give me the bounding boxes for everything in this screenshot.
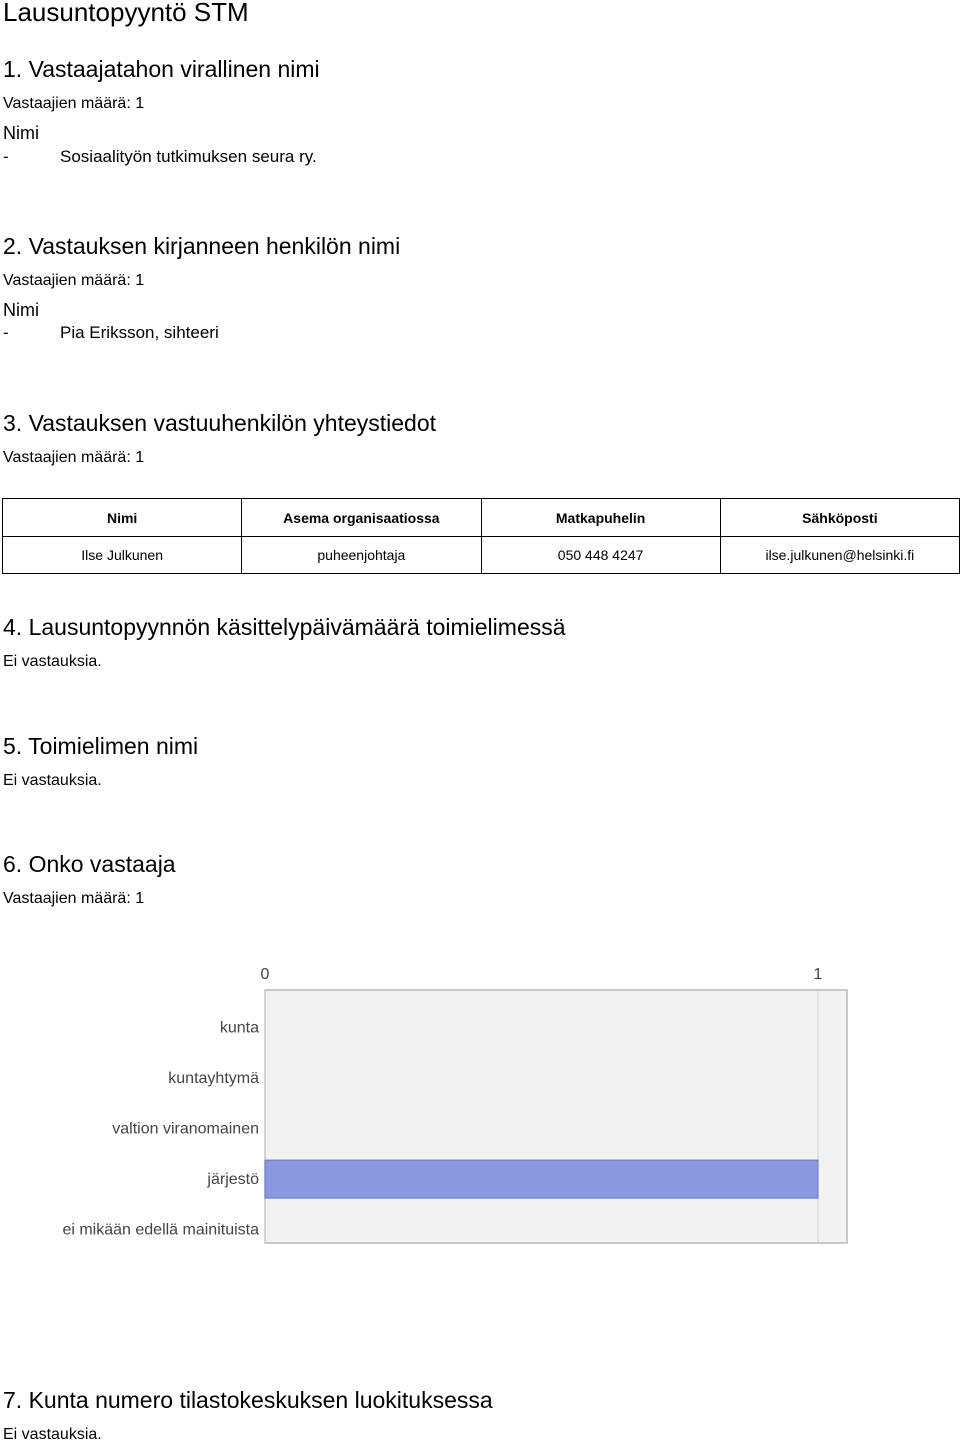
question-4-no-answers: Ei vastauksia. xyxy=(3,653,102,670)
chart-x-tick-label: 0 xyxy=(260,966,270,983)
question-4-title: 4. Lausuntopyynnön käsittelypäivämäärä toimielimessä xyxy=(3,614,566,640)
respondent-type-bar-chart xyxy=(0,955,960,1255)
table-header: Asema organisaatiossa xyxy=(242,499,481,537)
question-7-no-answers: Ei vastauksia. xyxy=(3,1426,102,1443)
chart-category-label: valtion viranomainen xyxy=(112,1120,259,1138)
chart-category-label: järjestö xyxy=(207,1171,259,1189)
table-header: Sähköposti xyxy=(720,499,959,537)
question-3-respondent-count: Vastaajien määrä: 1 xyxy=(3,449,145,466)
question-1-title: 1. Vastaajatahon virallinen nimi xyxy=(3,56,320,82)
list-dash: - xyxy=(3,147,9,166)
table-header: Nimi xyxy=(3,499,242,537)
table-cell-phone: 050 448 4247 xyxy=(481,537,720,574)
contact-table xyxy=(2,498,960,574)
table-header: Matkapuhelin xyxy=(481,499,720,537)
table-cell-name: Ilse Julkunen xyxy=(3,537,242,574)
chart-plot-area xyxy=(265,990,847,1243)
question-2-label: Nimi xyxy=(3,300,39,320)
chart-category-label: kuntayhtymä xyxy=(168,1069,259,1087)
list-dash: - xyxy=(3,323,9,342)
table-cell-position: puheenjohtaja xyxy=(242,537,481,574)
table-header-row xyxy=(3,499,960,537)
question-2-answer-text: Pia Eriksson, sihteeri xyxy=(60,323,219,342)
question-5-title: 5. Toimielimen nimi xyxy=(3,733,199,759)
chart-category-label: kunta xyxy=(219,1019,259,1037)
table-row xyxy=(3,537,960,574)
question-1-answer-text: Sosiaalityön tutkimuksen seura ry. xyxy=(60,147,317,166)
question-1-label: Nimi xyxy=(3,123,39,143)
question-2-title: 2. Vastauksen kirjanneen henkilön nimi xyxy=(3,233,401,259)
question-1-respondent-count: Vastaajien määrä: 1 xyxy=(3,95,145,112)
question-3-title: 3. Vastauksen vastuuhenkilön yhteystiedot xyxy=(3,410,437,436)
question-2-answer xyxy=(3,322,603,344)
question-5-no-answers: Ei vastauksia. xyxy=(3,772,102,789)
question-6-respondent-count: Vastaajien määrä: 1 xyxy=(3,890,145,907)
table-cell-email: ilse.julkunen@helsinki.fi xyxy=(720,537,959,574)
question-2-respondent-count: Vastaajien määrä: 1 xyxy=(3,272,145,289)
chart-bar xyxy=(265,1160,818,1198)
chart-x-tick-label: 1 xyxy=(813,966,823,983)
question-6-title: 6. Onko vastaaja xyxy=(3,851,176,877)
question-1-answer xyxy=(3,146,603,168)
chart-category-label: ei mikään edellä mainituista xyxy=(62,1221,259,1239)
question-7-title: 7. Kunta numero tilastokeskuksen luokituksessa xyxy=(3,1387,493,1413)
page-title: Lausuntopyyntö STM xyxy=(3,0,249,27)
